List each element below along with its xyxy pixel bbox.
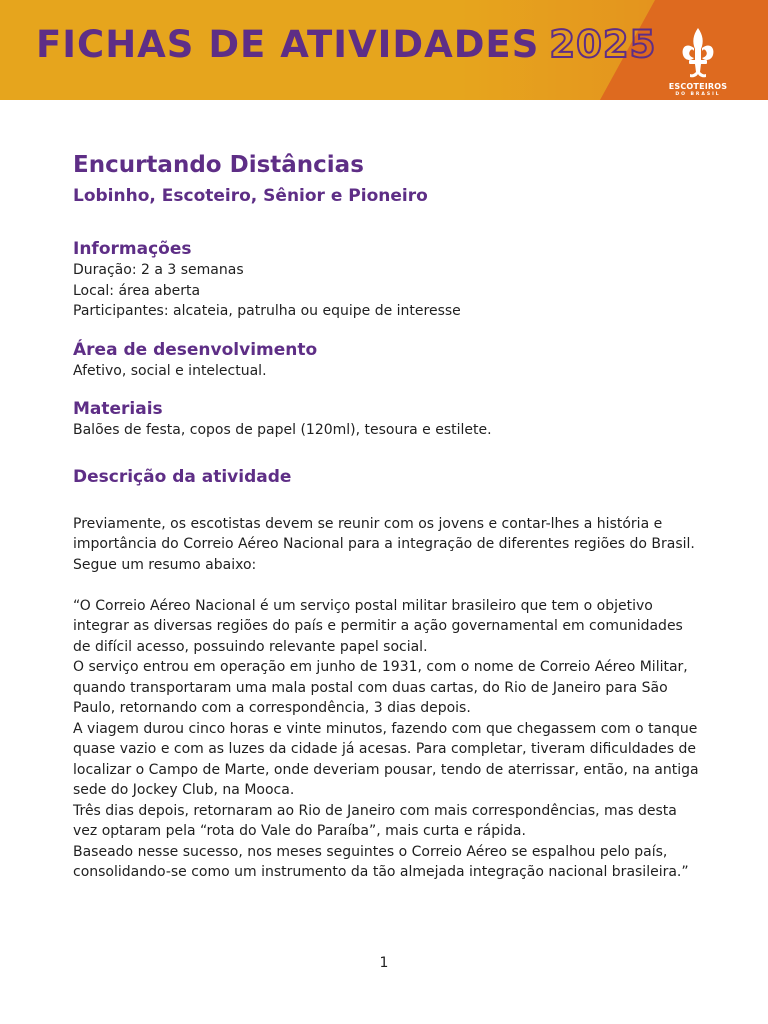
page-header [0, 0, 768, 100]
area-text: Afetivo, social e intelectual. [73, 362, 267, 379]
header-year: 2025 [549, 23, 657, 66]
quote-paragraph: Baseado nesse sucesso, nos meses seguintes o Correio Aéreo se espalhou pelo país, consolidando-se como um instrumento da tão almejada integração nacional brasileira.” [73, 843, 689, 880]
document-subtitle: Lobinho, Escoteiro, Sênior e Pioneiro [73, 186, 428, 206]
materials-heading: Materiais [73, 399, 163, 419]
description-intro: Previamente, os escotistas devem se reunir com os jovens e contar-lhes a história e importância do Correio Aéreo Nacional para a integração de diferentes regiões do Brasil. Segue um resumo abaixo: [73, 515, 695, 573]
quote-paragraph: O serviço entrou em operação em junho de 1931, com o nome de Correio Aéreo Militar, quando transportaram uma mala postal com duas cartas, do Rio de Janeiro para São Paulo, retornando com a correspondência, 3 dias depois. [73, 659, 688, 716]
materials-section [73, 398, 703, 441]
logo-name: ESCOTEIROS [668, 82, 728, 91]
info-heading: Informações [73, 239, 192, 259]
quote-paragraph: Três dias depois, retornaram ao Rio de Janeiro com mais correspondências, mas desta vez optaram pela “rota do Vale do Paraíba”, mais curta e rápida. [73, 802, 677, 839]
description-heading: Descrição da atividade [73, 466, 292, 487]
document-body [73, 150, 703, 883]
quote-paragraph: A viagem durou cinco horas e vinte minutos, fazendo com que chegassem com o tanque quase vazio e com as luzes da cidade já acesas. Para completar, tiveram dificuldades de localizar o Campo de Marte, onde deveriam pousar, tendo de aterrissar, então, na antiga sede do Jockey Club, na Mooca. [73, 720, 699, 798]
info-location: Local: área aberta [73, 282, 201, 299]
quote-paragraph: “O Correio Aéreo Nacional é um serviço postal militar brasileiro que tem o objetivo integrar as diversas regiões do país e permitir a ação governamental em comunidades de difícil acesso, possuindo relevante papel social. [73, 597, 683, 655]
info-participants: Participantes: alcateia, patrulha ou equipe de interesse [73, 303, 461, 319]
description-section [73, 466, 703, 883]
header-title [36, 23, 657, 66]
area-heading: Área de desenvolvimento [73, 339, 318, 360]
info-duration: Duração: 2 a 3 semanas [73, 262, 244, 278]
area-section [73, 339, 703, 382]
fleur-de-lis-icon [680, 26, 716, 80]
document-title: Encurtando Distâncias [73, 152, 364, 178]
materials-text: Balões de festa, copos de papel (120ml), tesoura e estilete. [73, 422, 492, 438]
page-number: 1 [379, 955, 389, 971]
escoteiros-logo [660, 26, 736, 97]
description-quote [73, 596, 703, 883]
header-title-text: FICHAS DE ATIVIDADES [36, 23, 540, 66]
logo-subtitle: DO BRASIL [675, 92, 721, 97]
info-section [73, 238, 703, 322]
